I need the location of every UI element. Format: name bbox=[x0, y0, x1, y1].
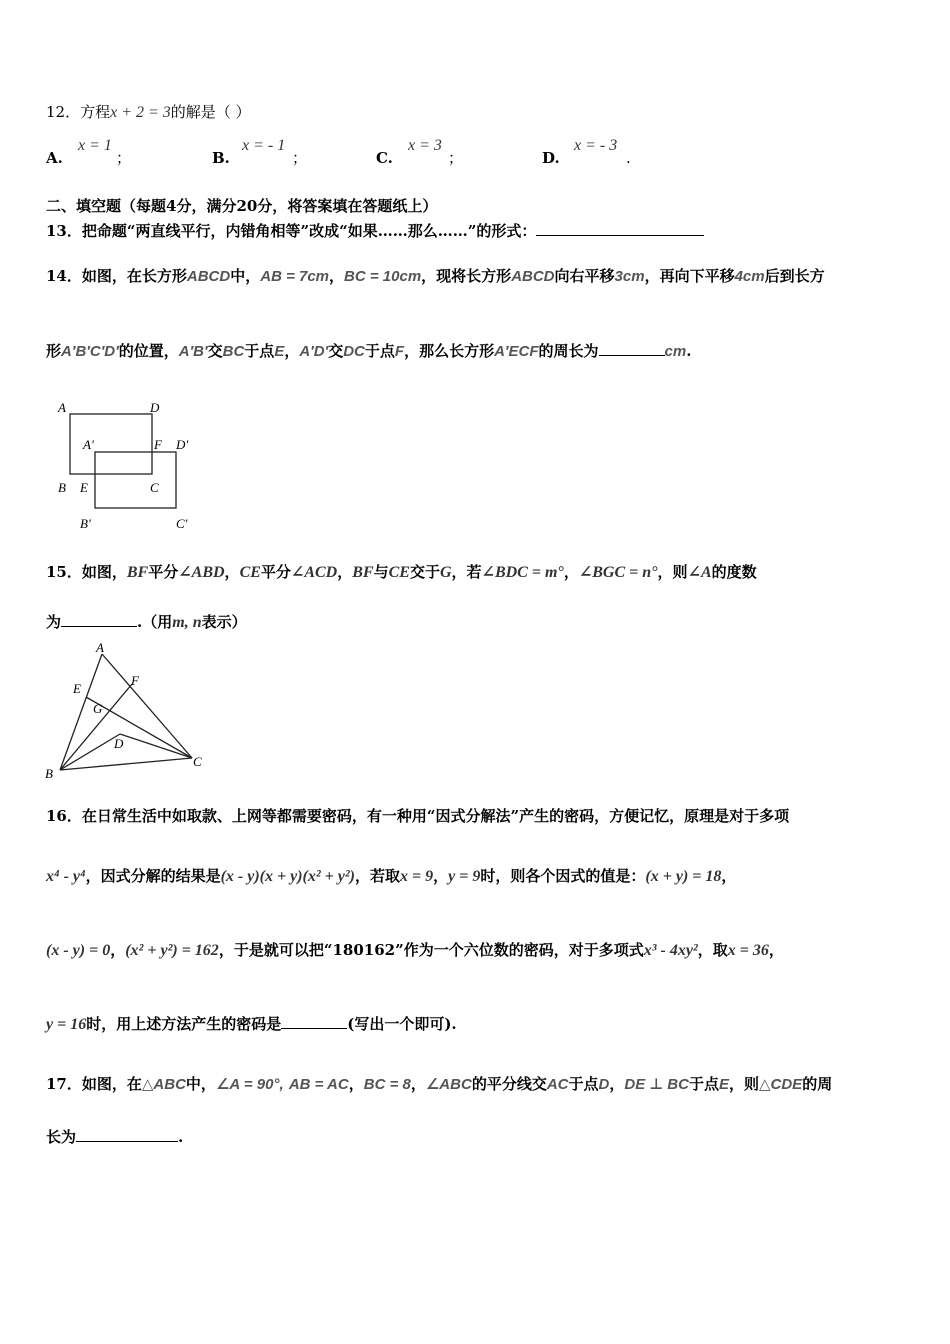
segment-bd bbox=[60, 734, 120, 770]
q12-option-b-sep: ； bbox=[292, 149, 308, 167]
q17-text: 的周 bbox=[802, 1075, 833, 1093]
q16-math: (x - y) = 0 bbox=[46, 942, 111, 959]
q14-text: ，现将长方形 bbox=[421, 267, 512, 285]
q14-text: 14．如图，在长方形 bbox=[46, 267, 187, 285]
label-b: B bbox=[45, 766, 53, 780]
q14-line2 bbox=[46, 341, 691, 362]
q14-text: . bbox=[686, 342, 692, 360]
q15-text: .（用 bbox=[137, 613, 173, 631]
q14-math: A′B′ bbox=[178, 343, 208, 360]
q14-math: ABCD bbox=[511, 268, 555, 285]
option-letter: B. bbox=[212, 149, 230, 167]
q14-math: A′ECF bbox=[494, 343, 539, 360]
q15-text: ， bbox=[337, 563, 353, 581]
q16-line2 bbox=[46, 866, 736, 887]
q16-line4 bbox=[46, 1014, 457, 1035]
q12-option-b-value: x = - 1 bbox=[242, 137, 286, 154]
q14-text: 向右平移 bbox=[554, 267, 615, 285]
edge-bc bbox=[60, 758, 192, 770]
q15-math: BF bbox=[126, 564, 149, 581]
q15-text: ，若 bbox=[451, 563, 482, 581]
q15-figure bbox=[40, 640, 215, 780]
q14-math: DC bbox=[343, 343, 365, 360]
q14-answer-blank[interactable] bbox=[599, 341, 665, 356]
label-b: B bbox=[58, 480, 66, 495]
q12-option-d[interactable] bbox=[542, 148, 560, 168]
q15-text: 与 bbox=[373, 563, 389, 581]
q16-math: x = 9 bbox=[400, 868, 434, 885]
q15-math: ∠ABD bbox=[178, 564, 225, 581]
q15-line2 bbox=[46, 612, 247, 633]
q14-text: 的周长为 bbox=[538, 342, 599, 360]
q14-math: ABCD bbox=[186, 268, 231, 285]
q17-math: BC = 8 bbox=[363, 1076, 411, 1093]
q16-text: ，于是就可以把“180162”作为一个六位数的密码，对于多项式 bbox=[218, 941, 644, 959]
q17-line1 bbox=[46, 1074, 832, 1095]
q12-option-a[interactable] bbox=[46, 148, 63, 168]
label-b-prime: B' bbox=[80, 516, 91, 531]
q15-math: ∠BDC = m° bbox=[481, 564, 564, 581]
q14-text: 后到长方 bbox=[764, 267, 825, 285]
q14-text: 的位置， bbox=[118, 342, 179, 360]
q14-text: 交 bbox=[328, 342, 344, 360]
q17-math: ∠A = 90°, bbox=[215, 1076, 284, 1093]
q17-text: 长为 bbox=[46, 1128, 77, 1146]
q16-math: y = 9 bbox=[448, 868, 481, 885]
q16-text: ， bbox=[768, 941, 784, 959]
label-a-prime: A' bbox=[83, 437, 94, 452]
q16-text: ，若取 bbox=[355, 867, 401, 885]
q15-math: ∠BGC = n° bbox=[578, 564, 658, 581]
option-letter: D. bbox=[542, 149, 560, 167]
q15-text: 平分 bbox=[148, 563, 179, 581]
q13-text: 13．把命题“两直线平行，内错角相等”改成“如果……那么……”的形式： bbox=[46, 222, 537, 240]
q14-text: 于点 bbox=[364, 342, 395, 360]
q15-line1 bbox=[46, 562, 757, 583]
q17-text: 于点 bbox=[568, 1075, 599, 1093]
q17-line2 bbox=[46, 1127, 183, 1147]
q12-stem bbox=[46, 102, 251, 123]
q16-text: ，因式分解的结果是 bbox=[85, 867, 221, 885]
q15-math: CE bbox=[239, 564, 261, 581]
q16-text: 时，则各个因式的值是： bbox=[480, 867, 646, 885]
q17-text: ，则 bbox=[728, 1075, 759, 1093]
segment-bf bbox=[60, 684, 132, 770]
q16-line3 bbox=[46, 940, 784, 961]
q15-text: 为 bbox=[46, 613, 62, 631]
label-c: C bbox=[150, 480, 159, 495]
q12-stem-text: 12．方程 bbox=[46, 103, 111, 121]
q14-math: 4cm bbox=[734, 268, 765, 285]
q17-text: 中， bbox=[185, 1075, 216, 1093]
q15-math: m, n bbox=[172, 614, 202, 631]
q17-text: 的平分线交 bbox=[471, 1075, 547, 1093]
q15-text: 的度数 bbox=[711, 563, 757, 581]
label-a: A bbox=[96, 640, 104, 655]
q12-option-d-sep: . bbox=[626, 149, 631, 167]
q17-math: AB = AC bbox=[288, 1076, 349, 1093]
label-d-prime: D' bbox=[176, 437, 189, 452]
label-e: E bbox=[80, 480, 88, 495]
label-g: G bbox=[93, 701, 103, 716]
q16-math: x³ - 4xy² bbox=[643, 942, 698, 959]
q16-math: y = 16 bbox=[46, 1016, 87, 1033]
q14-text: ，再向下平移 bbox=[644, 267, 735, 285]
q16-math: (x - y)(x + y)(x² + y²) bbox=[220, 868, 356, 885]
q12-option-c-value: x = 3 bbox=[408, 137, 442, 154]
q17-math: AC bbox=[546, 1076, 569, 1093]
q16-math: (x² + y²) = 162 bbox=[125, 942, 219, 959]
q17-text: 于点 bbox=[688, 1075, 719, 1093]
q15-text: ， bbox=[224, 563, 240, 581]
q17-math: △ABC bbox=[141, 1076, 186, 1093]
label-d: D bbox=[150, 400, 160, 415]
q17-math: DE ⊥ BC bbox=[624, 1076, 689, 1093]
q14-math: A′D′ bbox=[299, 343, 329, 360]
q17-text: 17．如图，在 bbox=[46, 1075, 142, 1093]
q15-text: 15．如图， bbox=[46, 563, 127, 581]
q15-text: 平分 bbox=[260, 563, 291, 581]
q17-text: ， bbox=[348, 1075, 364, 1093]
q16-text: ， bbox=[721, 867, 737, 885]
q12-option-c-sep: ； bbox=[448, 149, 464, 167]
q17-math: D bbox=[598, 1076, 610, 1093]
label-f: F bbox=[154, 437, 162, 452]
rectangle-a2b2c2d2 bbox=[95, 452, 176, 508]
q15-math: ∠ACD bbox=[290, 564, 338, 581]
q15-math: CE bbox=[388, 564, 410, 581]
q14-text: 于点 bbox=[244, 342, 275, 360]
q12-option-a-value: x = 1 bbox=[78, 137, 112, 154]
label-e: E bbox=[73, 681, 81, 696]
q12-stem-end: 的解是（ ） bbox=[170, 103, 251, 121]
q15-text: ，则 bbox=[657, 563, 688, 581]
q12-option-d-value: x = - 3 bbox=[574, 137, 618, 154]
label-c: C bbox=[193, 754, 202, 769]
q14-math: BC bbox=[222, 343, 245, 360]
q16-answer-blank[interactable] bbox=[281, 1014, 347, 1029]
q12-option-b[interactable] bbox=[212, 148, 230, 168]
label-d: D bbox=[114, 736, 124, 751]
q16-text: 时，用上述方法产生的密码是 bbox=[86, 1015, 282, 1033]
q13 bbox=[46, 221, 704, 241]
q17-text: ， bbox=[410, 1075, 426, 1093]
q16-math: (x + y) = 18 bbox=[645, 868, 722, 885]
q14-text: 形 bbox=[46, 342, 62, 360]
q14-text: 中， bbox=[230, 267, 261, 285]
q17-math: ∠ABC bbox=[425, 1076, 472, 1093]
q15-text: 交于 bbox=[409, 563, 440, 581]
q16-text: ， bbox=[433, 867, 449, 885]
label-c-prime: C' bbox=[176, 516, 188, 531]
q17-math: E bbox=[718, 1076, 729, 1093]
q14-math: 3cm bbox=[614, 268, 645, 285]
q15-math: BF bbox=[352, 564, 374, 581]
q14-math: cm bbox=[664, 343, 687, 360]
q15-math: ∠A bbox=[687, 564, 712, 581]
q12-equation: x + 2 = 3 bbox=[110, 104, 171, 121]
q15-text: ， bbox=[563, 563, 579, 581]
q14-text: ， bbox=[329, 267, 345, 285]
q15-math: G bbox=[439, 564, 452, 581]
q14-math: BC = 10cm bbox=[344, 268, 422, 285]
option-letter: A. bbox=[46, 149, 63, 167]
q16-text: (写出一个即可). bbox=[347, 1015, 457, 1033]
q14-figure bbox=[50, 396, 210, 534]
section-title: 二、填空题（每题4分，满分20分，将答案填在答题纸上） bbox=[46, 197, 438, 215]
q14-math: F bbox=[394, 343, 405, 360]
q16-math: x = 36 bbox=[727, 942, 769, 959]
q14-text: ，那么长方形 bbox=[404, 342, 495, 360]
q14-line1 bbox=[46, 266, 825, 287]
q15-answer-blank[interactable] bbox=[61, 612, 137, 627]
q16-text: ， bbox=[110, 941, 126, 959]
q16-line1: 16．在日常生活中如取款、上网等都需要密码，有一种用“因式分解法”产生的密码，方便记忆，原理是对于多项 bbox=[46, 807, 790, 825]
q14-math: A′B′C′D′ bbox=[61, 343, 119, 360]
option-letter: C. bbox=[376, 149, 393, 167]
q12-option-a-sep: ； bbox=[116, 149, 132, 167]
q14-text: ， bbox=[284, 342, 300, 360]
q14-text: 交 bbox=[207, 342, 223, 360]
q17-text: ， bbox=[609, 1075, 625, 1093]
q14-math: AB = 7cm bbox=[260, 268, 330, 285]
q17-math: △CDE bbox=[758, 1076, 803, 1093]
q16-math: x⁴ - y⁴ bbox=[46, 868, 86, 885]
q14-math: E bbox=[274, 343, 285, 360]
q17-text: . bbox=[178, 1128, 184, 1146]
label-a: A bbox=[58, 400, 66, 415]
q15-text: 表示） bbox=[201, 613, 247, 631]
label-f: F bbox=[131, 673, 139, 688]
q13-answer-blank[interactable] bbox=[536, 221, 704, 236]
q16-text: ，取 bbox=[697, 941, 728, 959]
q17-answer-blank[interactable] bbox=[76, 1127, 178, 1142]
q12-options bbox=[46, 138, 926, 166]
q12-option-c[interactable] bbox=[376, 148, 393, 168]
